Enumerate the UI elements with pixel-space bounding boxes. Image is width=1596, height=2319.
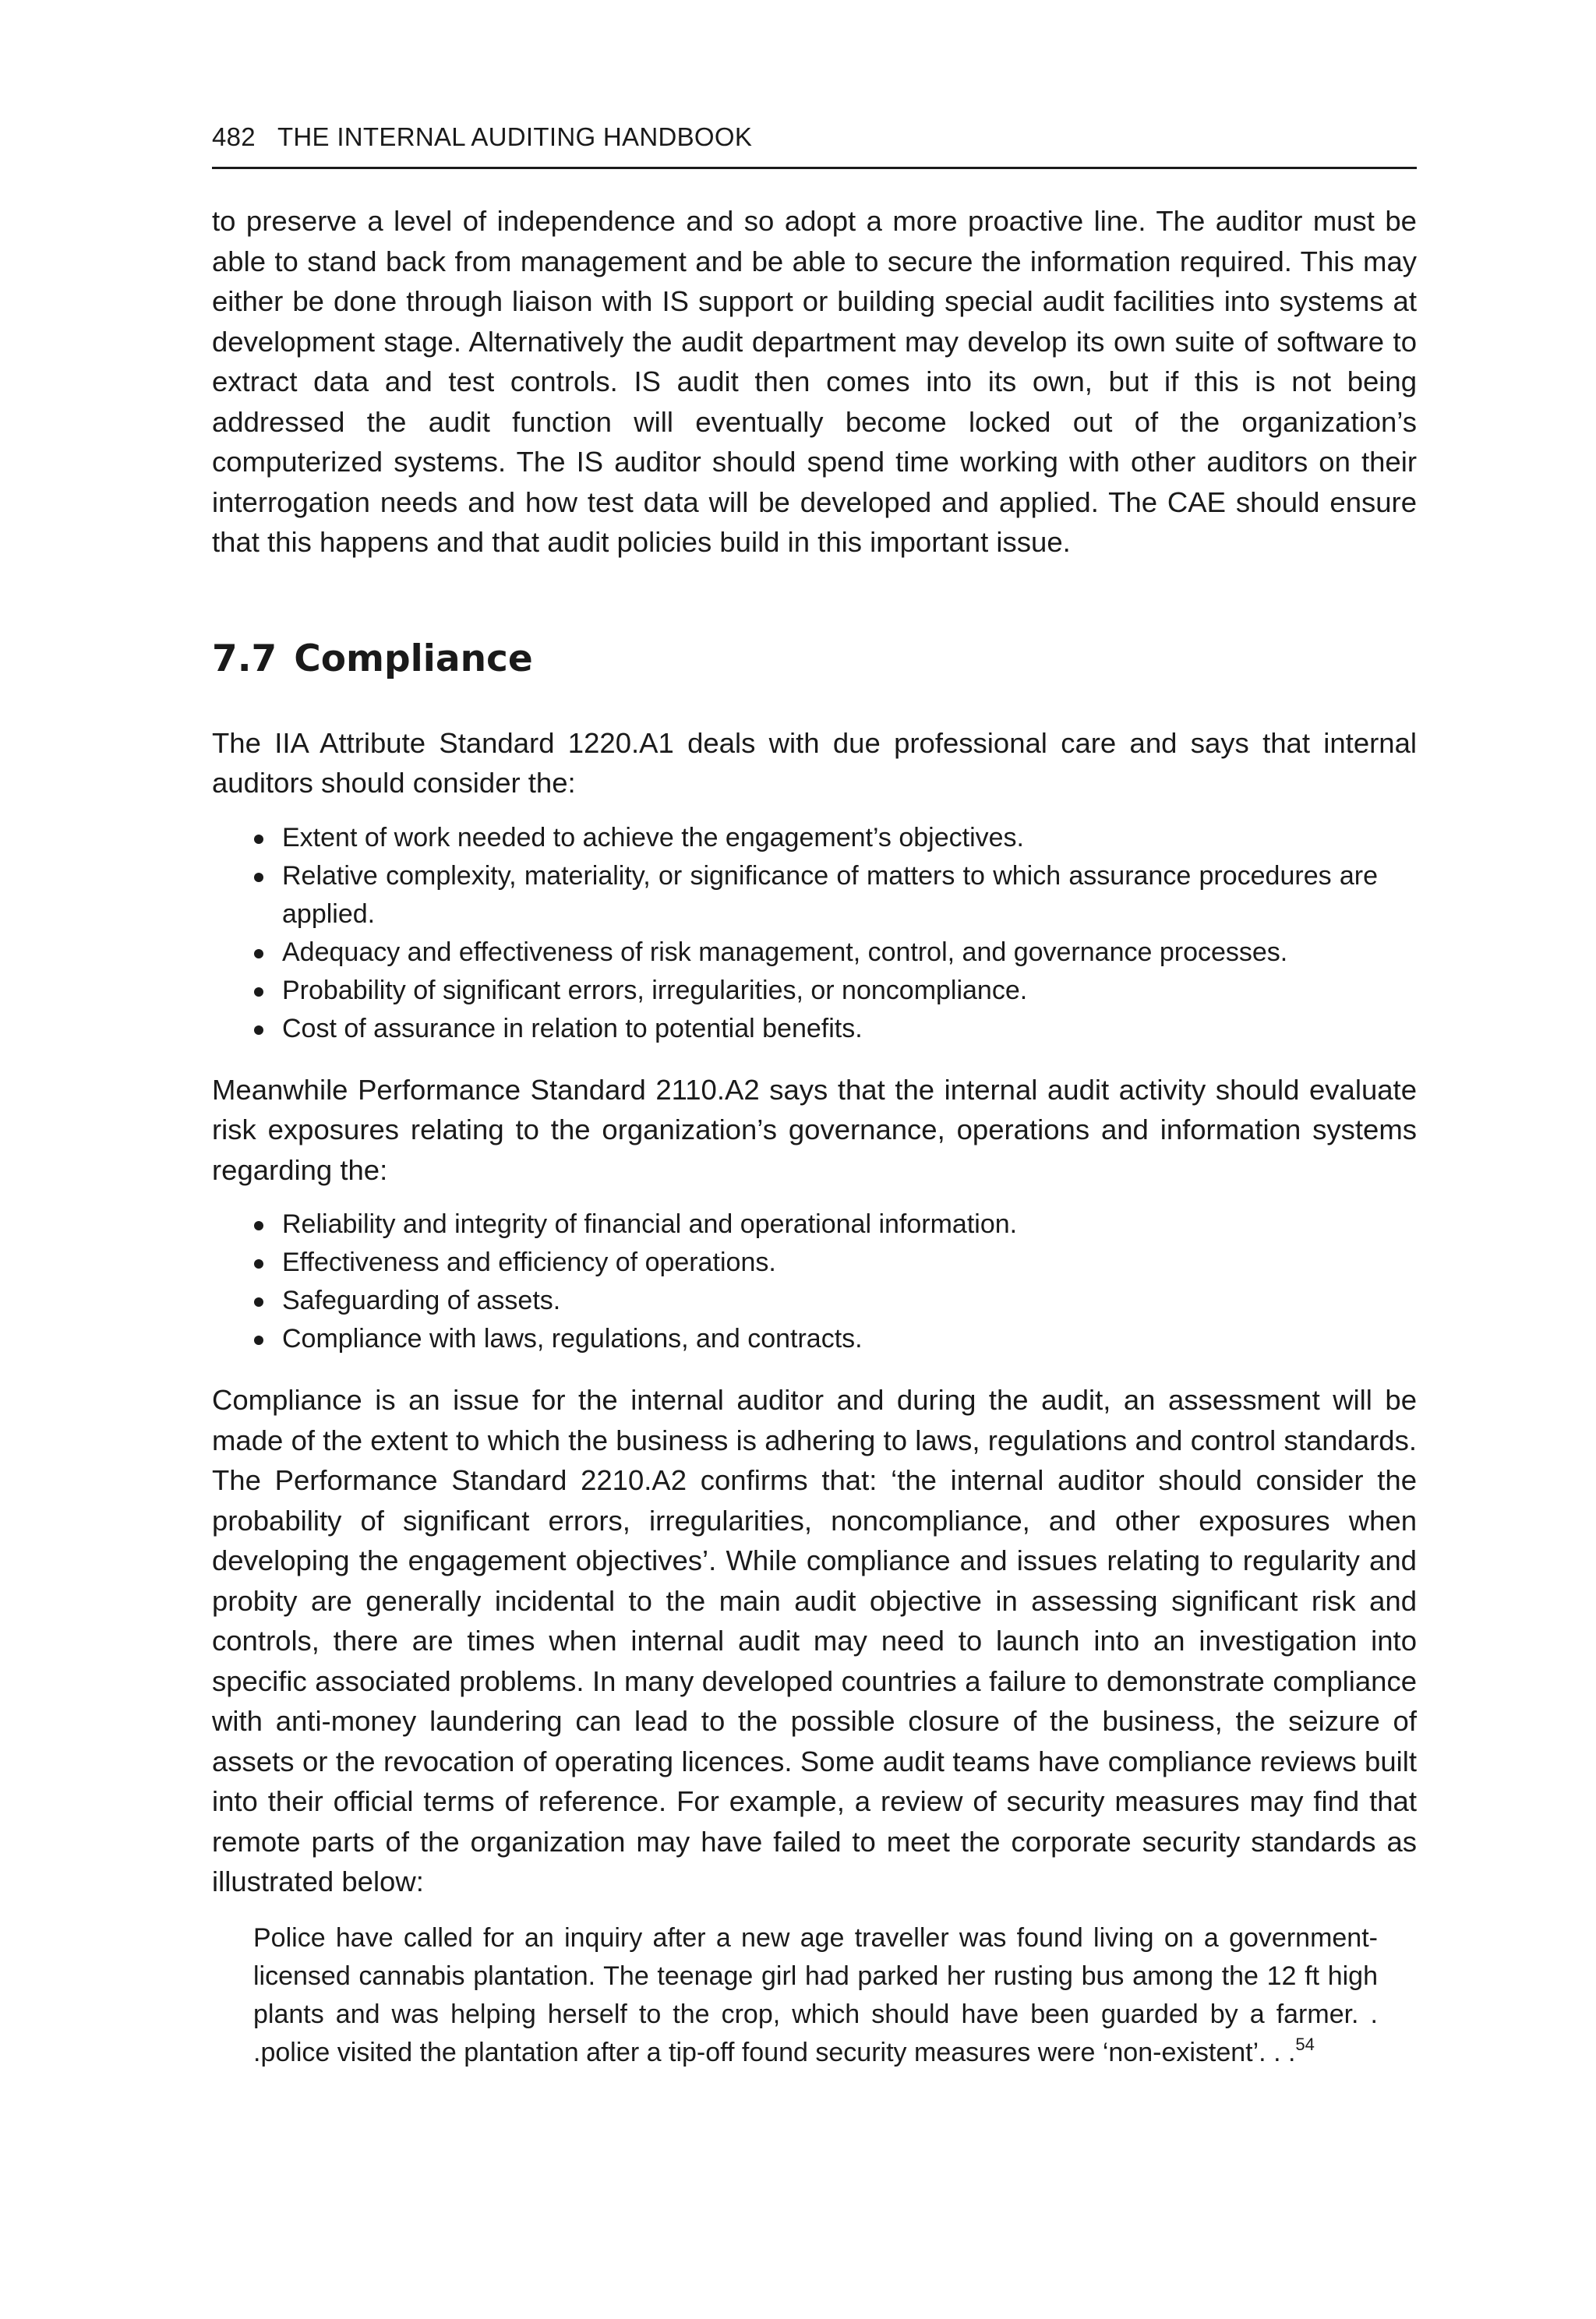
bullet-icon bbox=[254, 1259, 263, 1269]
list-item: Reliability and integrity of financial and operational information. bbox=[212, 1205, 1417, 1244]
bullet-icon bbox=[254, 873, 263, 882]
running-head bbox=[212, 122, 1417, 153]
book-title: THE INTERNAL AUDITING HANDBOOK bbox=[277, 122, 753, 151]
performance-standard-paragraph: Meanwhile Performance Standard 2110.A2 says that the internal audit activity should evaluate risk exposures relating to the organization’s governance, operations and information systems regarding the: bbox=[212, 1073, 1417, 1186]
quote-text: Police have called for an inquiry after a new age traveller was found living on a government-licensed cannabis plantation. The teenage girl had parked her rusting bus among the 12 ft high plants and was helping herself to the crop, which should have been guarded by a farmer. . .police visited the plantation after a tip-off found security measures were ‘non-existent’. . . bbox=[253, 1922, 1378, 2067]
list-item: Probability of significant errors, irregularities, or noncompliance. bbox=[212, 972, 1417, 1010]
bullet-icon bbox=[254, 1025, 263, 1035]
bullet-icon bbox=[254, 949, 263, 958]
continuation-paragraph: to preserve a level of independence and so adopt a more proactive line. The auditor must be able to stand back from management and be able to secure the information required. This may either be done through liaison with IS support or building special audit facilities into systems at development stage. Alternatively the audit department may develop its own suite of software to extract data and test controls. IS audit then comes into its own, but if this is not being addressed the audit function will eventually become locked out of the organization’s computerized systems. The IS auditor should spend time working with other auditors on their interrogation needs and how test data will be developed and applied. The CAE should ensure that this happens and that audit policies build in this important issue. bbox=[212, 205, 1417, 558]
due-care-list bbox=[212, 819, 1417, 1048]
footnote-reference: 54 bbox=[1295, 2034, 1315, 2054]
bullet-icon bbox=[254, 1221, 263, 1230]
page-body bbox=[212, 201, 1417, 2072]
list-item: Safeguarding of assets. bbox=[212, 1282, 1417, 1320]
header-rule bbox=[212, 167, 1417, 169]
section-title: Compliance bbox=[294, 637, 533, 680]
list-item: Extent of work needed to achieve the engagement’s objectives. bbox=[212, 819, 1417, 857]
bullet-icon bbox=[254, 1336, 263, 1345]
list-item: Adequacy and effectiveness of risk management, control, and governance processes. bbox=[212, 934, 1417, 972]
attribute-standard-paragraph: The IIA Attribute Standard 1220.A1 deals with due professional care and says that internal auditors should consider the: bbox=[212, 726, 1417, 799]
page-number: 482 bbox=[212, 122, 256, 151]
list-item: Relative complexity, materiality, or significance of matters to which assurance procedures are applied. bbox=[212, 857, 1417, 934]
list-item: Cost of assurance in relation to potential benefits. bbox=[212, 1010, 1417, 1048]
bullet-icon bbox=[254, 1297, 263, 1307]
section-heading bbox=[212, 636, 1417, 683]
risk-exposure-list bbox=[212, 1205, 1417, 1358]
list-item: Compliance with laws, regulations, and contracts. bbox=[212, 1320, 1417, 1358]
bullet-icon bbox=[254, 987, 263, 997]
quotation bbox=[212, 1919, 1417, 2072]
section-number: 7.7 bbox=[212, 637, 277, 680]
bullet-icon bbox=[254, 835, 263, 844]
compliance-paragraph: Compliance is an issue for the internal auditor and during the audit, an assessment will be made of the extent to which the business is adhering to laws, regulations and control standards. The Performance Standard 2210.A2 confirms that: ‘the internal auditor should consider the probability of significant errors, irregularities, noncompliance, and other exposures when developing the engagement objectives’. While compliance and issues relating to regularity and probity are generally incidental to the main audit objective in assessing significant risk and controls, there are times when internal audit may need to launch into an investigation into specific associated problems. In many developed countries a failure to demonstrate compliance with anti-money laundering can lead to the possible closure of the business, the seizure of assets or the revocation of operating licences. Some audit teams have compliance reviews built into their official terms of reference. For example, a review of security measures may find that remote parts of the organization may have failed to meet the corporate security standards as illustrated below: bbox=[212, 1384, 1417, 1897]
list-item: Effectiveness and efficiency of operations. bbox=[212, 1244, 1417, 1282]
